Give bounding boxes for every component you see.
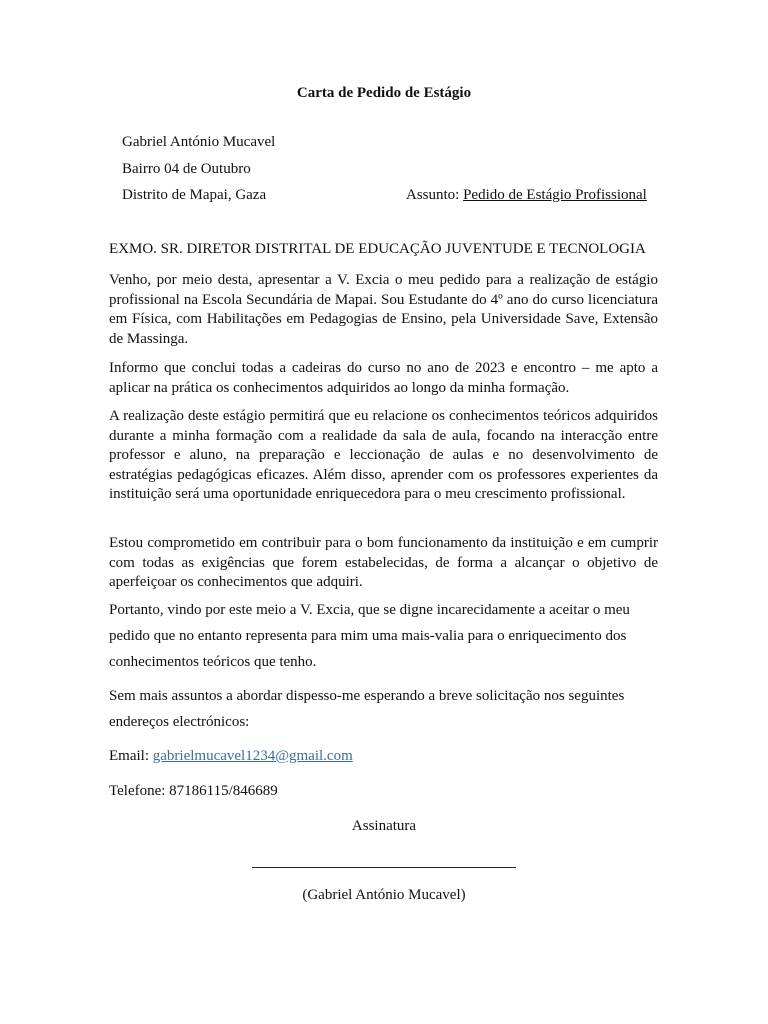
signature-line [252,867,516,868]
subject-label: Assunto: [406,187,464,203]
sender-name: Gabriel António Mucavel [122,134,276,150]
sender-address-line-1: Bairro 04 de Outubro [122,161,251,177]
phone-line: Telefone: 87186115/846689 [109,783,278,799]
subject-line [406,187,647,204]
signature-name: (Gabriel António Mucavel) [302,887,466,903]
paragraph-completion: Informo que conclui todas a cadeiras do curso no ano de 2023 e encontro – me apto a aplicar na prática os conhecimentos adquiridos ao longo da minha formação. [109,360,658,396]
subject-value: Pedido de Estágio Profissional [463,187,647,203]
paragraph-closing: Sem mais assuntos a abordar dispesso-me esperando a breve solicitação nos seguintes endereços electrónicos: [109,688,625,730]
letter-title: Carta de Pedido de Estágio [296,85,472,101]
email-link[interactable]: gabrielmucavel1234@gmail.com [152,748,353,764]
paragraph-commitment: Estou comprometido em contribuir para o bom funcionamento da instituição e em cumprir com todas as exigências que forem estabelecidas, de forma a alcançar o objetivo de aperfeiçoar os conhecimentos que adquiri. [109,535,658,590]
paragraph-request: Portanto, vindo por este meio a V. Excia, que se digne incarecidamente a aceitar o meu pedido que no entanto representa para mim uma mais-valia para o enriquecimento dos conhecimentos teóricos que tenho. [109,602,630,670]
email-line [109,748,353,765]
signature-label: Assinatura [351,818,417,834]
paragraph-intro: Venho, por meio desta, apresentar a V. Excia o meu pedido para a realização de estágio profissional na Escola Secundária de Mapai. Sou Estudante do 4º ano do curso licenciatura em Física, com Habilitações em Pedagogias de Ensino, pela Universidade Save, Extensão de Massinga. [109,272,658,347]
addressee-line: EXMO. SR. DIRETOR DISTRITAL DE EDUCAÇÃO JUVENTUDE E TECNOLOGIA [109,241,646,257]
sender-address-line-2: Distrito de Mapai, Gaza [122,187,267,203]
paragraph-motivation: A realização deste estágio permitirá que eu relacione os conhecimentos teóricos adquiridos durante a minha formação com a realidade da sala de aula, focando na interacção entre professor e aluno, na preparação e leccionação de aulas e no desenvolvimento de estratégias pedagógicas eficazes. Além disso, aprender com os professores experientes da instituição será uma oportunidade enriquecedora para o meu crescimento profissional. [109,408,658,502]
email-label: Email: [109,748,153,764]
